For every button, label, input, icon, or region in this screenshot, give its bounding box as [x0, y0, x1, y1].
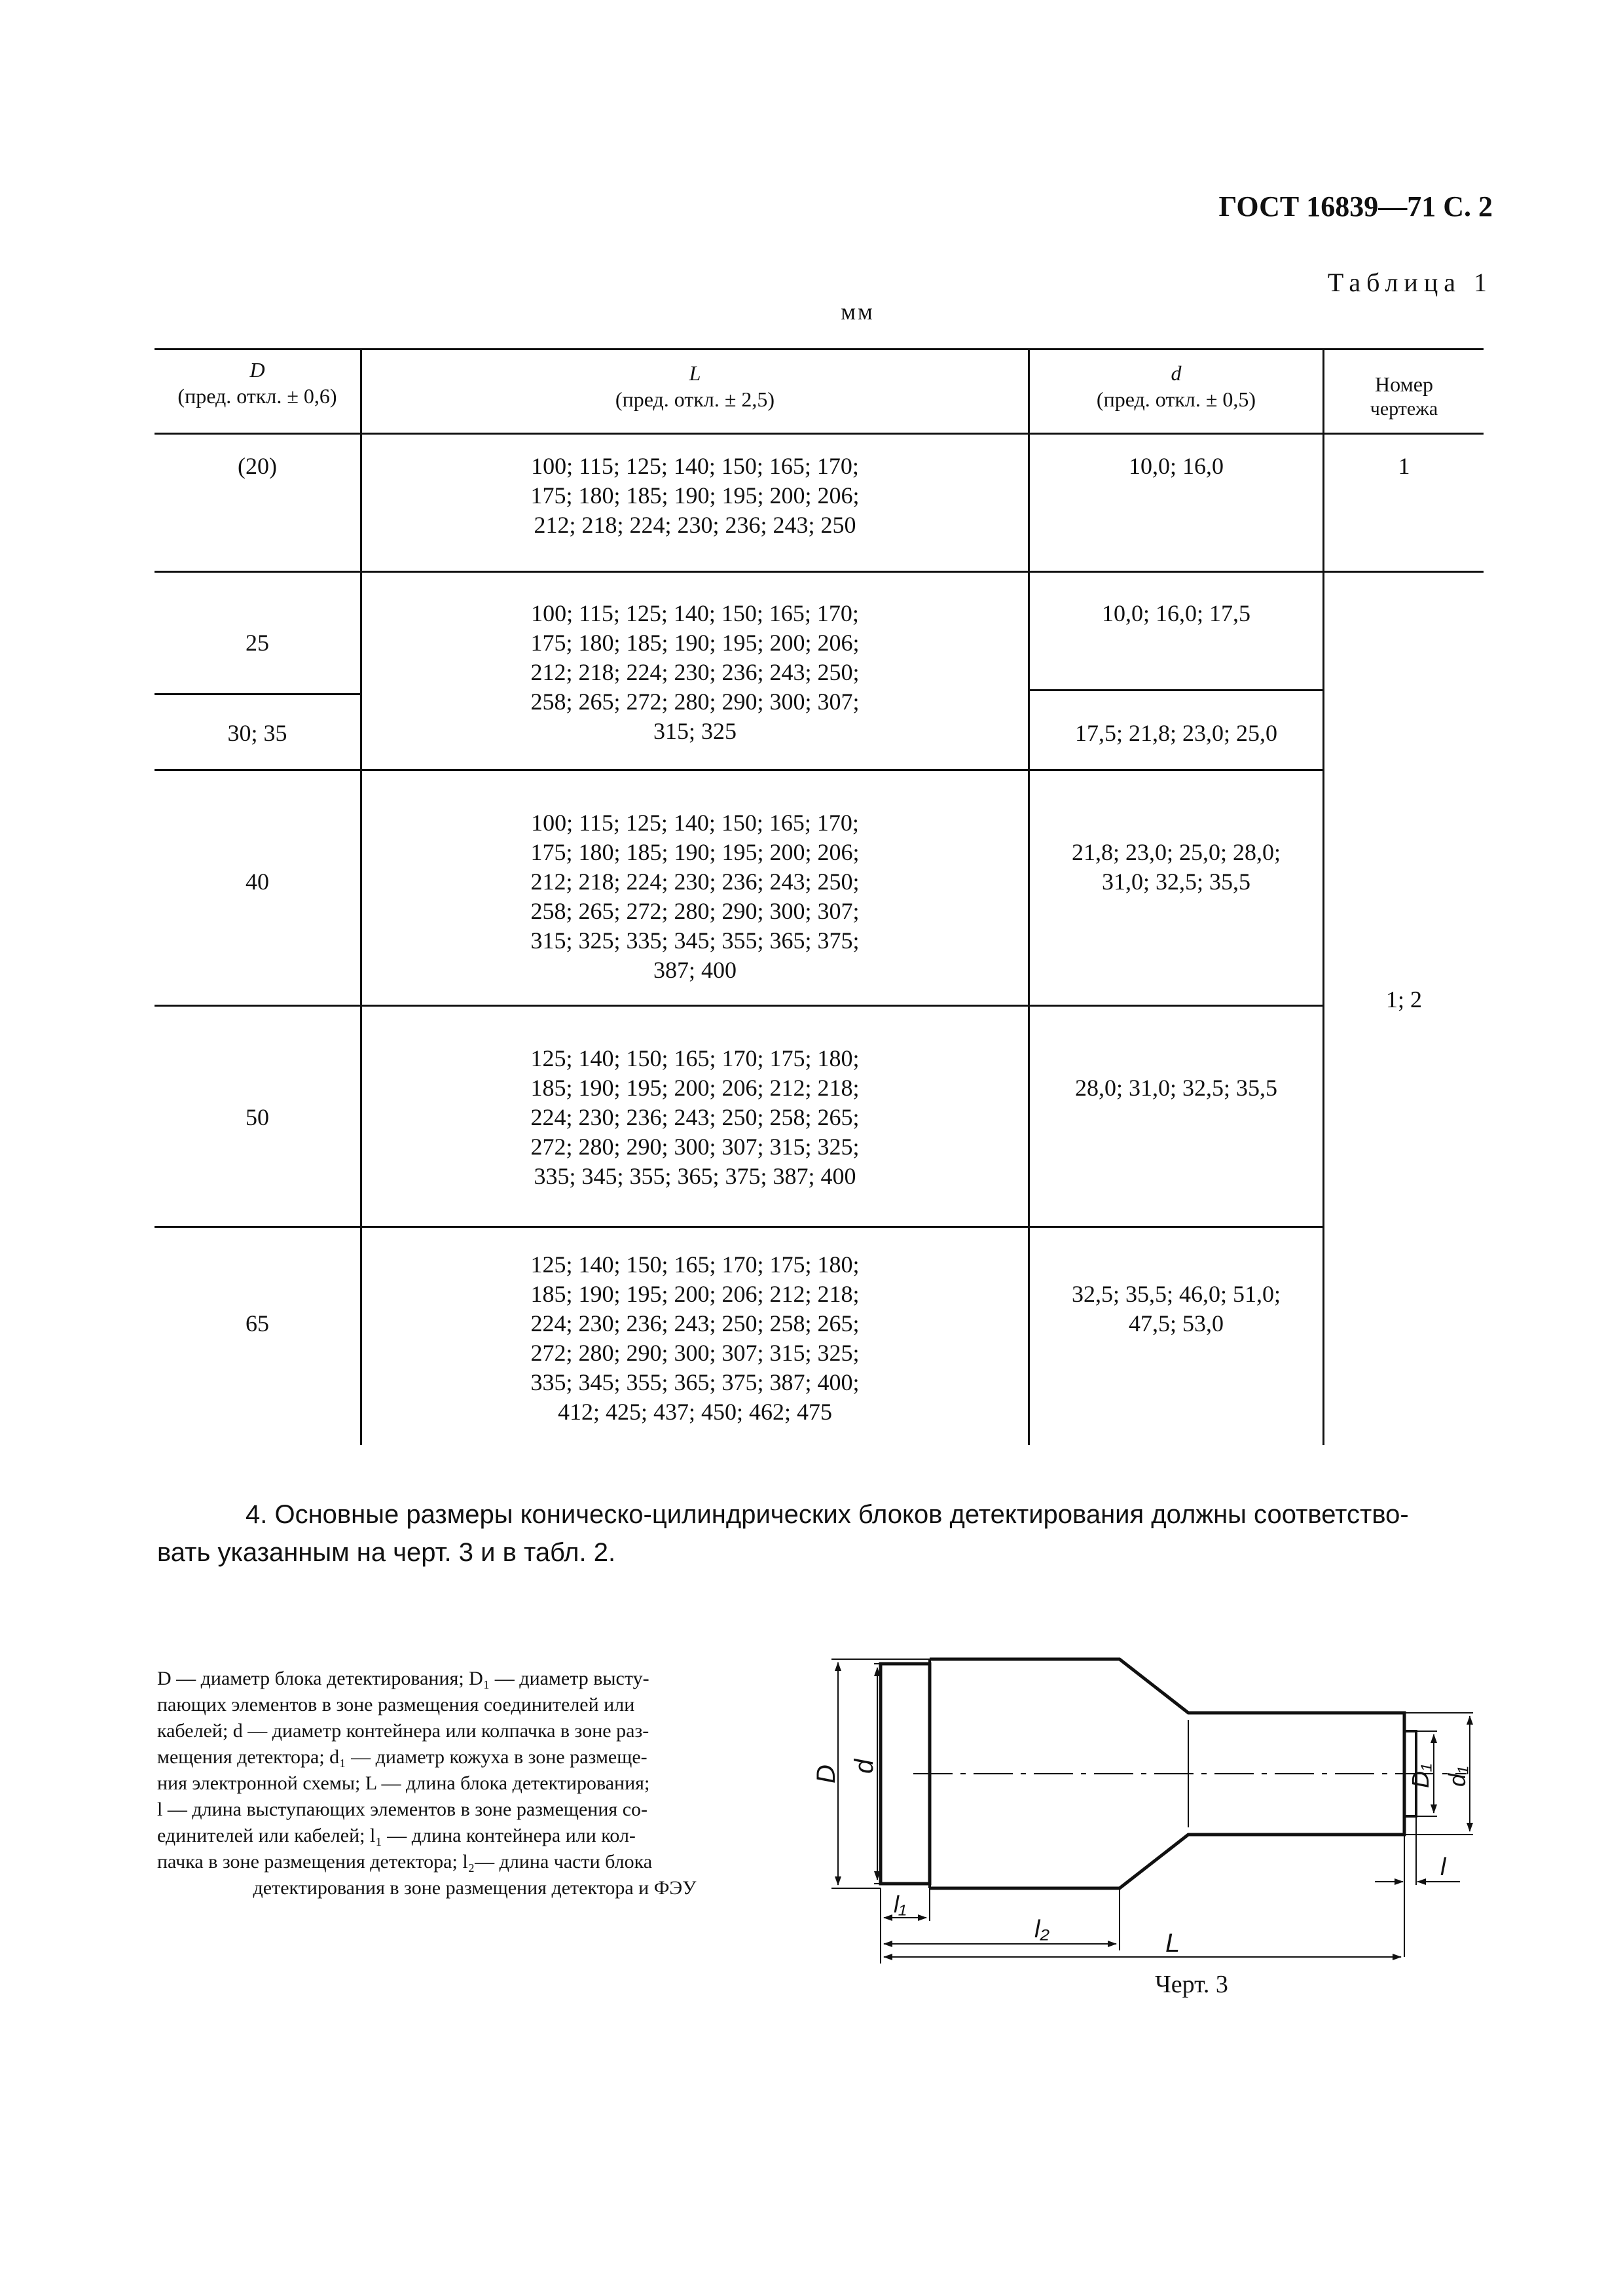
- legend-line: детектирования в зоне размещения детектора и ФЭУ: [253, 1877, 697, 1899]
- row1-D: (20): [238, 453, 277, 479]
- row3-L-line: 212; 218; 224; 230; 236; 243; 250;: [530, 869, 860, 895]
- header-drawing-line1: Номер: [1375, 372, 1433, 396]
- row1-L-line: 100; 115; 125; 140; 150; 165; 170;: [531, 453, 859, 479]
- figure-caption: Черт. 3: [1155, 1971, 1228, 1998]
- row1-d: 10,0; 16,0: [1128, 453, 1224, 479]
- row4-L: [362, 1044, 1028, 1191]
- table-caption: Таблица 1: [1327, 268, 1493, 297]
- row2-D-second: 30; 35: [227, 720, 287, 746]
- row4-L-line: 125; 140; 150; 165; 170; 175; 180;: [530, 1045, 860, 1071]
- drawing-number-group: 1; 2: [1385, 986, 1422, 1013]
- header-drawing-number: [1324, 372, 1484, 422]
- label-D1: D₁: [1407, 1763, 1434, 1788]
- row3-L-line: 175; 180; 185; 190; 195; 200; 206;: [530, 839, 860, 865]
- row4-L-line: 272; 280; 290; 300; 307; 315; 325;: [530, 1134, 860, 1160]
- row3-d-line: 31,0; 32,5; 35,5: [1101, 869, 1250, 895]
- table-row-divider: [155, 769, 1324, 771]
- header-d-symbol: d: [1171, 361, 1182, 385]
- row2-L-line: 212; 218; 224; 230; 236; 243; 250;: [530, 659, 860, 685]
- label-d1: d₁: [1444, 1766, 1470, 1787]
- row1-L-line: 175; 180; 185; 190; 195; 200; 206;: [530, 482, 860, 509]
- row3-L-line: 100; 115; 125; 140; 150; 165; 170;: [531, 810, 859, 836]
- legend-line: мещения детектора; d₁ — диаметр кожуха в зоне размеще-: [157, 1746, 647, 1768]
- row4-D: 50: [246, 1104, 269, 1130]
- figure-legend: [157, 1666, 792, 1901]
- row5-L-line: 185; 190; 195; 200; 206; 212; 218;: [530, 1281, 860, 1307]
- row3-L-line: 315; 325; 335; 345; 355; 365; 375;: [530, 927, 860, 954]
- row3-d-line: 21,8; 23,0; 25,0; 28,0;: [1071, 839, 1281, 865]
- row2-L: [362, 599, 1028, 746]
- row5-d-line: 32,5; 35,5; 46,0; 51,0;: [1071, 1281, 1281, 1307]
- table-subrow-divider-small-d: [1028, 689, 1324, 691]
- row3-L-line: 387; 400: [653, 957, 737, 983]
- paragraph-4: [157, 1496, 1493, 1571]
- row3-L: [362, 808, 1028, 985]
- row2-L-line: 315; 325: [653, 718, 737, 744]
- row4-L-line: 335; 345; 355; 365; 375; 387; 400: [534, 1163, 856, 1189]
- legend-line: D — диаметр блока детектирования; D₁ — диаметр высту-: [157, 1668, 649, 1689]
- row5-L-line: 412; 425; 437; 450; 462; 475: [557, 1399, 832, 1425]
- row4-d: 28,0; 31,0; 32,5; 35,5: [1074, 1075, 1277, 1101]
- table-row-divider: [155, 571, 1484, 573]
- label-l1: l₁: [894, 1891, 907, 1918]
- row1-L: [362, 452, 1028, 540]
- legend-line: ния электронной схемы; L — длина блока детектирования;: [157, 1772, 650, 1794]
- table-column-rule: [1322, 348, 1324, 1445]
- header-d: [1030, 360, 1322, 412]
- legend-line: пающих элементов в зоне размещения соединителей или: [157, 1694, 635, 1715]
- row5-d: [1030, 1280, 1322, 1338]
- legend-line: пачка в зоне размещения детектора; l₂— длина части блока: [157, 1851, 653, 1873]
- table-units: мм: [841, 298, 875, 325]
- paragraph-line: [157, 1534, 1493, 1571]
- header-drawing-line2: чертежа: [1370, 398, 1438, 420]
- label-D: D: [812, 1765, 841, 1784]
- document-title: ГОСТ 16839—71 С. 2: [1218, 190, 1493, 223]
- row3-d: [1030, 838, 1322, 897]
- row1-drawing: 1: [1398, 453, 1410, 479]
- row4-L-line: 185; 190; 195; 200; 206; 212; 218;: [530, 1075, 860, 1101]
- paragraph-line1: 4. Основные размеры коническо-цилиндрических блоков детектирования должны соответство-: [246, 1500, 1409, 1529]
- row2-d-second: 17,5; 21,8; 23,0; 25,0: [1074, 720, 1277, 746]
- row2-D: 25: [246, 630, 269, 656]
- row1-L-line: 212; 218; 224; 230; 236; 243; 250: [534, 512, 856, 538]
- label-l: l: [1440, 1854, 1446, 1881]
- row5-L-line: 272; 280; 290; 300; 307; 315; 325;: [530, 1340, 860, 1366]
- row2-d: 10,0; 16,0; 17,5: [1101, 600, 1250, 626]
- legend-line: кабелей; d — диаметр контейнера или колпачка в зоне раз-: [157, 1720, 649, 1742]
- row5-L: [362, 1250, 1028, 1427]
- header-L: [362, 360, 1028, 412]
- header-d-tolerance: (пред. откл. ± 0,5): [1096, 387, 1256, 411]
- table-row-divider: [155, 1005, 1324, 1007]
- legend-line: l — длина выступающих элементов в зоне размещения со-: [157, 1799, 648, 1820]
- header-D-symbol: D: [249, 358, 265, 382]
- label-L: L: [1165, 1929, 1180, 1958]
- row5-L-line: 125; 140; 150; 165; 170; 175; 180;: [530, 1251, 860, 1278]
- table-row-divider: [155, 1226, 1324, 1228]
- table-header-rule: [155, 433, 1484, 435]
- detector-block-drawing: [812, 1610, 1493, 1964]
- header-D-tolerance: (пред. откл. ± 0,6): [177, 384, 337, 408]
- header-L-symbol: L: [689, 361, 701, 385]
- header-D: [155, 357, 360, 409]
- row2-L-line: 100; 115; 125; 140; 150; 165; 170;: [531, 600, 859, 626]
- table-subrow-divider-d: [155, 693, 361, 695]
- row5-L-line: 224; 230; 236; 243; 250; 258; 265;: [530, 1310, 860, 1336]
- row2-L-line: 175; 180; 185; 190; 195; 200; 206;: [530, 630, 860, 656]
- paragraph-line: [157, 1496, 1493, 1534]
- paragraph-line2: вать указанным на черт. 3 и в табл. 2.: [157, 1538, 616, 1567]
- row3-L-line: 258; 265; 272; 280; 290; 300; 307;: [530, 898, 860, 924]
- row2-L-line: 258; 265; 272; 280; 290; 300; 307;: [530, 689, 860, 715]
- label-d: d: [850, 1759, 879, 1774]
- label-l2: l₂: [1034, 1916, 1049, 1943]
- header-L-tolerance: (пред. откл. ± 2,5): [615, 387, 775, 411]
- row4-L-line: 224; 230; 236; 243; 250; 258; 265;: [530, 1104, 860, 1130]
- legend-line: единителей или кабелей; l₁ — длина контейнера или кол-: [157, 1825, 636, 1846]
- table-top-rule: [155, 348, 1484, 350]
- row5-D: 65: [246, 1310, 269, 1336]
- row3-D: 40: [246, 869, 269, 895]
- row5-L-line: 335; 345; 355; 365; 375; 387; 400;: [530, 1369, 860, 1395]
- row5-d-line: 47,5; 53,0: [1128, 1310, 1224, 1336]
